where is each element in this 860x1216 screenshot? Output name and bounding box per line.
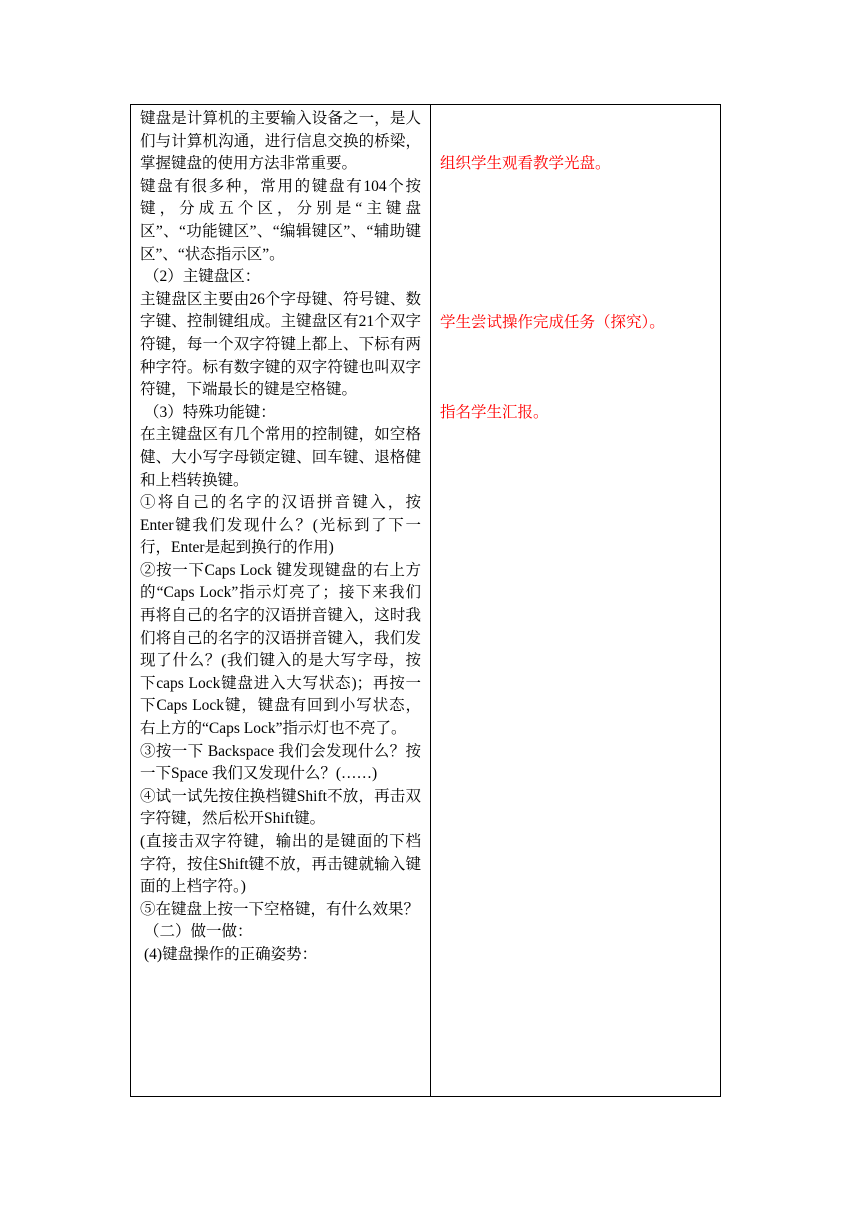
paragraph-space-key: ⑤在键盘上按一下空格键，有什么效果？ [140,900,420,918]
lesson-plan-table [130,104,721,1097]
paragraph-caps-lock: ②按一下Caps Lock 键发现键盘的右上方的“Caps Lock”指示灯亮了；接下来我们再将自己的名字的汉语拼音键入，这时我们将自己的名字的汉语拼音键入，我们发现了什么？(我们键入的是大写字母，按下caps Lock键盘进入大写状态)；再按一下Caps Lock键，键盘有回到小写状态，右上方的“Caps Lock”指示灯也不亮了。 [140,561,421,738]
paragraph-shift-key: ④试一试先按住换档键Shift不放，再击双字符键，然后松开Shift键。 [140,787,421,828]
content-cell [131,105,431,1097]
paragraph-main-keyboard: 主键盘区主要由26个字母键、符号键、数字键、控制键组成。主键盘区有21个双字符键，每一个双字符键上都上、下标有两种字符。标有数字键的双字符键也叫双字符键，下端最长的键是空格键。 [140,290,421,399]
paragraph-enter-key: ①将自己的名字的汉语拼音键入，按Enter键我们发现什么？(光标到了下一行，Enter是起到换行的作用) [140,494,421,557]
paragraph-backspace-space: ③按一下 Backspace 我们会发现什么？按一下Space 我们又发现什么？(……) [140,742,421,783]
paragraph-control-keys: 在主键盘区有几个常用的控制键，如空格健、大小写字母锁定键、回车键、退格健和上档转换键。 [140,426,421,489]
heading-main-keyboard: （2）主键盘区： [144,268,261,286]
paragraph-intro: 键盘是计算机的主要输入设备之一，是人们与计算机沟通，进行信息交换的桥梁，掌握键盘的使用方法非常重要。 [140,110,421,173]
heading-special-keys: （3）特殊功能键： [144,403,276,421]
heading-posture: (4)键盘操作的正确姿势： [144,945,318,963]
teacher-notes-cell [431,105,721,1097]
table-row [131,105,721,1097]
paragraph-keyboard-zones: 键盘有很多种，常用的键盘有104个按键，分成五个区，分别是“主键盘区”、“功能键区”、“编辑键区”、“辅助键区”、“状态指示区”。 [140,177,421,263]
heading-do-it: （二）做一做： [144,923,253,941]
note-watch-disc: 组织学生观看教学光盘。 [440,155,611,172]
note-student-try: 学生尝试操作完成任务（探究）。 [440,314,665,331]
note-student-report: 指名学生汇报。 [440,404,549,421]
lesson-content [131,105,430,967]
paragraph-shift-explanation: (直接击双字符键，输出的是键面的下档字符，按住Shift键不放，再击键就输入键面的上档字符。) [140,833,421,896]
